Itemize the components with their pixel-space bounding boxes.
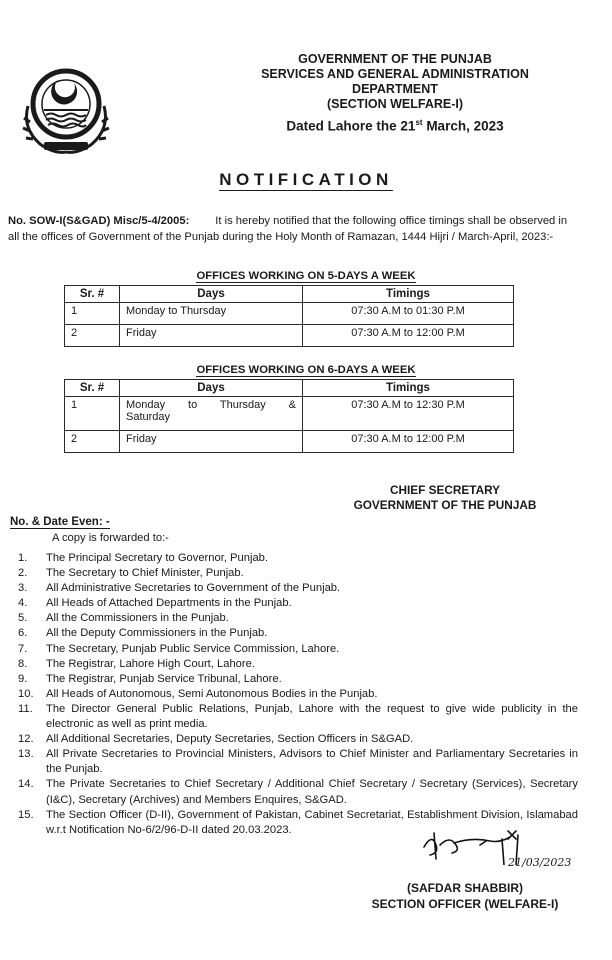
recipient-list	[18, 551, 578, 838]
days-cell: Monday to Thursday	[120, 303, 303, 325]
table-row	[65, 303, 514, 325]
table-row	[65, 397, 514, 431]
table-header-row	[65, 380, 514, 397]
column-header-days: Days	[120, 286, 303, 303]
sr-cell: 1	[65, 397, 120, 431]
timings-cell: 07:30 A.M to 12:00 P.M	[303, 431, 514, 453]
list-item: 2. The Secretary to Chief Minister, Punjab.	[18, 567, 244, 580]
officer-designation: SECTION OFFICER (WELFARE-I)	[371, 897, 559, 911]
reference-number: No. SOW-I(S&GAD) Misc/5-4/2005:	[8, 215, 190, 227]
sr-cell: 2	[65, 431, 120, 453]
list-item: 8. The Registrar, Lahore High Court, Lahore.	[18, 657, 255, 670]
sr-cell: 2	[65, 325, 120, 347]
letterhead-line-1: GOVERNMENT OF THE PUNJAB	[298, 52, 492, 66]
table-row	[65, 431, 514, 453]
list-item: 7. The Secretary, Punjab Public Service Commission, Lahore.	[18, 642, 340, 655]
column-header-days: Days	[120, 380, 303, 397]
column-header-sr: Sr. #	[65, 286, 120, 303]
column-header-sr: Sr. #	[65, 380, 120, 397]
column-header-timings: Timings	[303, 380, 514, 397]
table-row	[65, 325, 514, 347]
column-header-timings: Timings	[303, 286, 514, 303]
days-cell: Friday	[120, 431, 303, 453]
timings-cell: 07:30 A.M to 12:00 P.M	[303, 325, 514, 347]
timings-cell: 07:30 A.M to 01:30 P.M	[303, 303, 514, 325]
list-item: 15. The Section Officer (D-II), Government of Pakistan, Cabinet Secretariat, Establishment Division, Islamabad w.r.t Notification No-6/2/96-D-II dated 20.03.2023.	[18, 808, 578, 836]
number-date-even: No. & Date Even: -	[10, 516, 110, 528]
letterhead-line-3: DEPARTMENT	[352, 82, 438, 96]
list-item: 1. The Principal Secretary to Governor, Punjab.	[18, 552, 268, 564]
list-item: 11. The Director General Public Relations, Punjab, Lahore with the request to give wide publicity in the electronic as well as print media.	[18, 702, 578, 731]
list-item: 6. All the Deputy Commissioners in the Punjab.	[18, 627, 268, 640]
table-header-row	[65, 286, 514, 303]
five-day-heading: OFFICES WORKING ON 5-DAYS A WEEK	[196, 270, 416, 282]
six-day-heading: OFFICES WORKING ON 6-DAYS A WEEK	[196, 364, 416, 376]
list-item: 13. All Private Secretaries to Provincial Ministers, Advisors to Chief Minister and Parliamentary Secretaries in the Punjab.	[18, 748, 578, 776]
letterhead-line-4: (SECTION WELFARE-I)	[326, 97, 464, 111]
five-day-timings-table	[64, 285, 514, 347]
list-item: 12. All Additional Secretaries, Deputy Secretaries, Section Officers in S&GAD.	[18, 733, 414, 746]
list-item: 9. The Registrar, Punjab Service Tribunal, Lahore.	[18, 672, 282, 685]
officer-signoff	[320, 880, 610, 912]
six-day-timings-table	[64, 379, 514, 453]
signature-date: 21/03/2023	[508, 856, 572, 869]
list-item: 4. All Heads of Attached Departments in the Punjab.	[18, 597, 292, 610]
letterhead	[240, 52, 550, 134]
list-item: 3. All Administrative Secretaries to Government of the Punjab.	[18, 582, 341, 595]
notification-title: NOTIFICATION	[219, 170, 393, 189]
chief-secretary-signoff: CHIEF SECRETARY GOVERNMENT OF THE PUNJAB	[353, 483, 537, 512]
list-item: 5. All the Commissioners in the Punjab.	[18, 612, 229, 625]
timings-cell: 07:30 A.M to 12:30 P.M	[303, 397, 514, 431]
officer-name: (SAFDAR SHABBIR)	[407, 881, 523, 895]
list-item: 14. The Private Secretaries to Chief Secretary / Additional Chief Secretary / Secretary (Services), Secretary (I&C), Secretary (Archives) and Members Enquires, S&GAD.	[18, 778, 578, 806]
days-cell: Friday	[120, 325, 303, 347]
letterhead-line-2: SERVICES AND GENERAL ADMINISTRATION	[261, 67, 529, 81]
sr-cell: 1	[65, 303, 120, 325]
notification-intro	[8, 213, 568, 245]
intro-text: It is hereby notified that the following office timings shall be observed in all the offices of Government of the Punjab during the Holy Month of Ramazan, 1444 Hijri / March-April, 2023:-	[8, 215, 568, 243]
punjab-government-emblem-icon	[14, 62, 118, 160]
copy-forwarded: A copy is forwarded to:-	[52, 532, 169, 544]
list-item: 10. All Heads of Autonomous, Semi Autonomous Bodies in the Punjab.	[18, 687, 378, 700]
dated-line: Dated Lahore the 21st March, 2023	[286, 118, 504, 134]
days-cell: Monday to Thursday & Saturday	[120, 397, 303, 431]
